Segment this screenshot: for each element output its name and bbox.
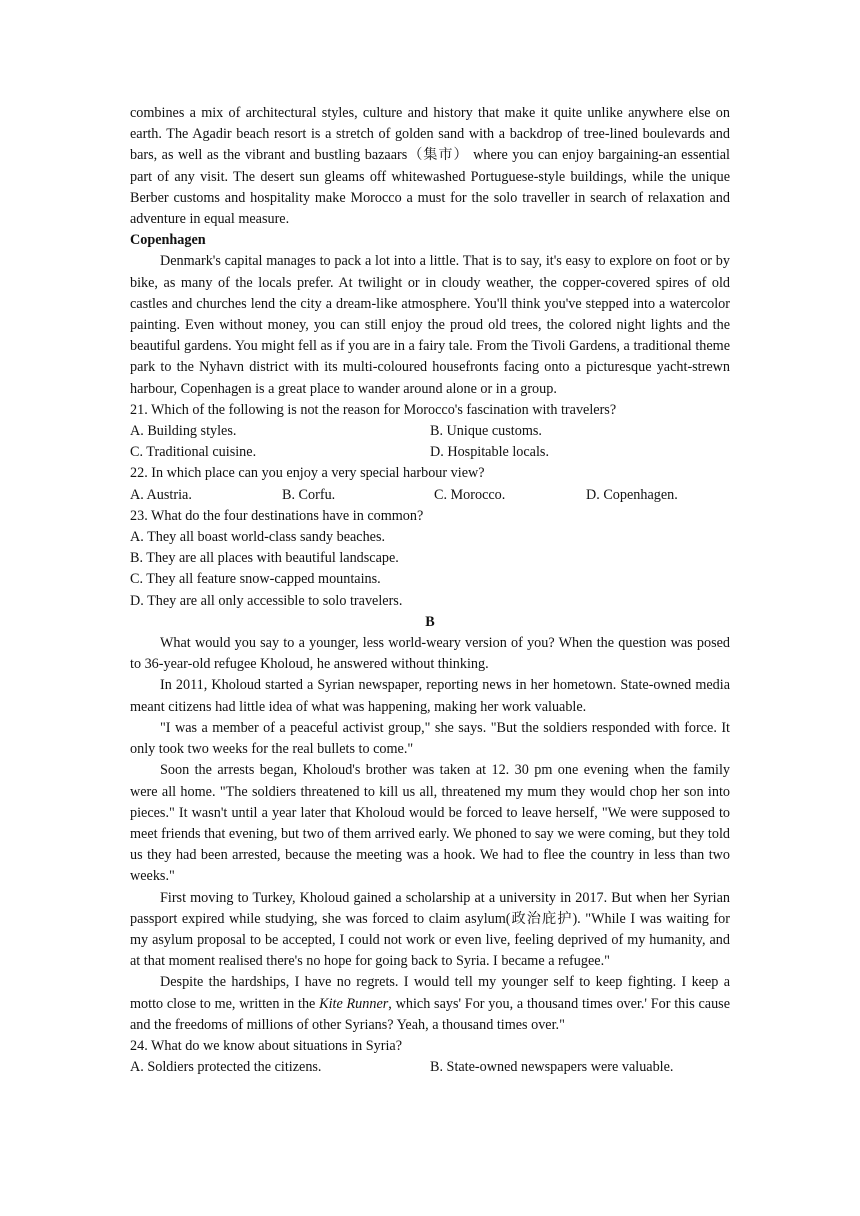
copenhagen-paragraph: Denmark's capital manages to pack a lot into a little. That is to say, it's easy to explore on foot or by bike, as many of the locals prefer. At twilight or in cloudy weather, the copper-covered spires of old castles and churches lend the city a dream-like atmosphere. You'll think you've stepped into a watercolor painting. Even without money, you can still enjoy the proud old trees, the colored night lights and the beautiful gardens. You might fell as if you are in a fairy tale. From the Tivoli Gardens, a traditional theme park to the Nyhavn district with its multi-coloured housefronts facing onto a picturesque yacht-strewn harbour, Copenhagen is a great place to wander around alone or in a group.: [130, 253, 730, 397]
paragraph-6-text-b: , which says' For you, a thousand times over.' For this cause and the freedoms of millions of other Syrians? Yeah, a thousand times over.": [130, 995, 730, 1033]
question-23-option-d: D. They are all only accessible to solo travelers.: [130, 592, 403, 609]
section-b-paragraph-5: First moving to Turkey, Kholoud gained a scholarship at a university in 2017. But when her Syrian passport expired while studying, she was forced to claim asylum(政治庇护). "While I was waiting for my asylum proposal to be accepted, I could not work or even live, feeling deprived of my humanity, and at that moment realised there's no hope for going back to Syria. I became a refugee.": [130, 889, 730, 970]
question-22-option-b: B. Corfu.: [282, 486, 336, 503]
question-22-stem: 22. In which place can you enjoy a very special harbour view?: [130, 465, 485, 482]
paragraph-6-text-a: Despite the hardships, I have no regrets. I would tell my younger self to keep fighting. I keep a motto close to me, written in the: [130, 974, 730, 1012]
question-22-option-a: A. Austria.: [130, 486, 192, 503]
question-24-option-a: A. Soldiers protected the citizens.: [130, 1059, 322, 1076]
question-23-option-c: C. They all feature snow-capped mountains.: [130, 571, 381, 588]
section-b-label: B: [425, 613, 435, 630]
question-22-option-d: D. Copenhagen.: [586, 486, 678, 503]
question-23-option-b: B. They are all places with beautiful landscape.: [130, 550, 399, 567]
book-title: Kite Runner: [319, 995, 389, 1012]
copenhagen-heading: Copenhagen: [130, 232, 206, 249]
question-21-options-row-1: [130, 421, 730, 442]
question-24-options-row-1: [130, 1057, 730, 1078]
section-b-paragraph-6: [130, 972, 730, 1036]
section-b-paragraph-3: "I was a member of a peaceful activist group," she says. "But the soldiers responded with force. It only took two weeks for the real bullets to come.": [130, 719, 730, 758]
document-page: [130, 103, 730, 1078]
question-21-option-a: A. Building styles.: [130, 423, 237, 440]
question-22-options: [130, 485, 730, 506]
morocco-paragraph-tail: combines a mix of architectural styles, culture and history that make it quite unlike anywhere else on earth. The Agadir beach resort is a stretch of golden sand with a backdrop of tree-lined boulevards and bars, as well as the vibrant and bustling bazaars（集市） where you can enjoy bargaining-an essential part of any visit. The desert sun gleams off whitewashed Portuguese-style buildings, while the unique Berber customs and hospitality make Morocco a must for the solo traveller in search of relaxation and adventure in equal measure.: [130, 105, 730, 228]
question-23-stem: 23. What do the four destinations have in common?: [130, 507, 424, 524]
section-b-paragraph-1: What would you say to a younger, less world-weary version of you? When the question was posed to 36-year-old refugee Kholoud, he answered without thinking.: [130, 635, 730, 673]
section-b-paragraph-2: In 2011, Kholoud started a Syrian newspaper, reporting news in her hometown. State-owned media meant citizens had little idea of what was happening, making her work valuable.: [130, 677, 730, 715]
question-21-stem: 21. Which of the following is not the reason for Morocco's fascination with travelers?: [130, 401, 617, 418]
section-b-paragraph-4: Soon the arrests began, Kholoud's brother was taken at 12. 30 pm one evening when the family were all home. "The soldiers threatened to kill us all, threatened my mum they would chop her son into pieces." It wasn't until a year later that Kholoud would be forced to leave herself, "We were supposed to meet friends that evening, but two of them arrived early. We phoned to say we were coming, but they told us they had been arrested, because the meeting was a hook. We had to flee the country in less than two weeks.": [130, 762, 730, 885]
question-24-option-b: B. State-owned newspapers were valuable.: [430, 1059, 674, 1076]
question-21-option-d: D. Hospitable locals.: [430, 444, 549, 461]
question-21-options-row-2: [130, 442, 730, 463]
question-24-stem: 24. What do we know about situations in Syria?: [130, 1037, 403, 1054]
question-22-option-c: C. Morocco.: [434, 486, 506, 503]
question-23-option-a: A. They all boast world-class sandy beaches.: [130, 529, 386, 546]
question-21-option-b: B. Unique customs.: [430, 423, 542, 440]
question-21-option-c: C. Traditional cuisine.: [130, 444, 257, 461]
